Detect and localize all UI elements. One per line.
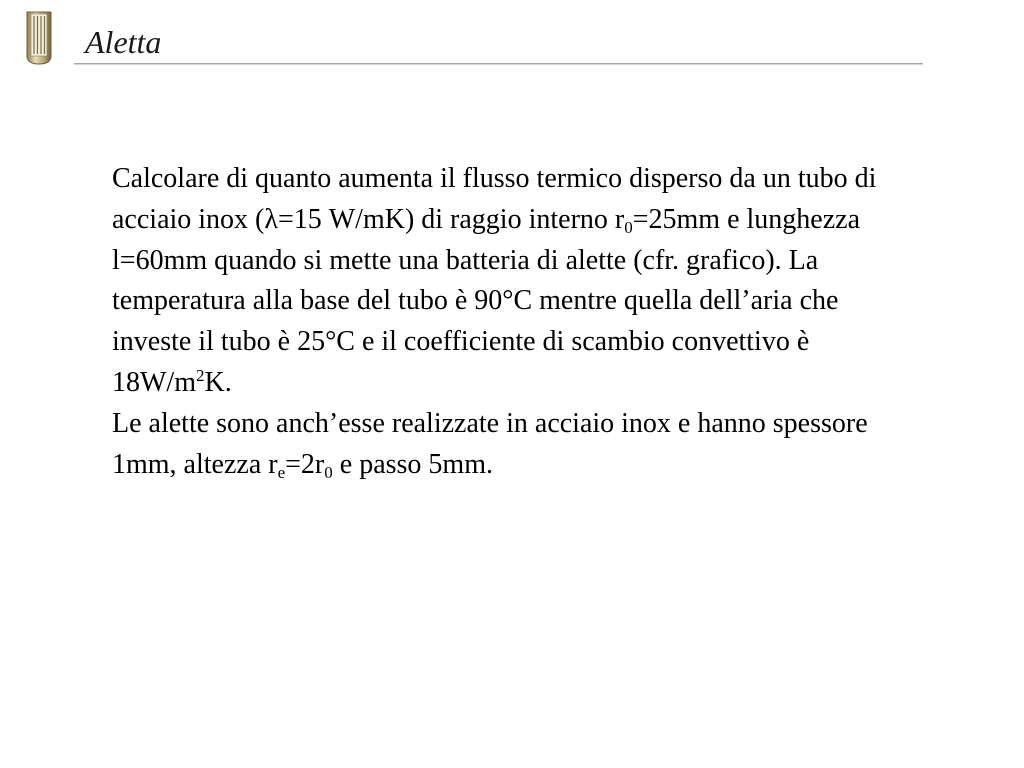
- p1-text-1: Calcolare di quanto aumenta il flusso termico disperso da un tubo di acciaio inox (: [112, 163, 877, 235]
- radiator-logo-icon: [24, 10, 54, 66]
- problem-paragraph-1: [112, 159, 912, 404]
- p2-text-1: Le alette sono anch’esse realizzate in acciaio inox e hanno spessore 1mm, altezza r: [112, 407, 868, 480]
- problem-statement: [112, 159, 912, 485]
- title-divider: [74, 63, 923, 64]
- p1-text-4: K.: [204, 366, 232, 398]
- lambda-symbol: λ: [264, 203, 278, 235]
- p2-text-3: e passo 5mm.: [332, 448, 493, 480]
- re-subscript: e: [277, 462, 286, 482]
- p2-text-2: =2r: [285, 448, 325, 480]
- p1-text-3: =25mm e lunghezza l=60mm quando si mette una batteria di alette (cfr. grafico). La temperatura alla base del tubo è 90°C mentre quella dell’aria che investe il tubo è 25°C e il coefficiente di scambio convettivo è 18W/m: [112, 203, 861, 398]
- problem-paragraph-2: [112, 404, 912, 486]
- slide-title: Aletta: [85, 24, 162, 60]
- m2-superscript: 2: [196, 365, 205, 385]
- r0-subscript: 0: [624, 217, 633, 237]
- r0-subscript-2: 0: [324, 462, 333, 482]
- p1-text-2: =15 W/mK) di raggio interno r: [277, 203, 625, 235]
